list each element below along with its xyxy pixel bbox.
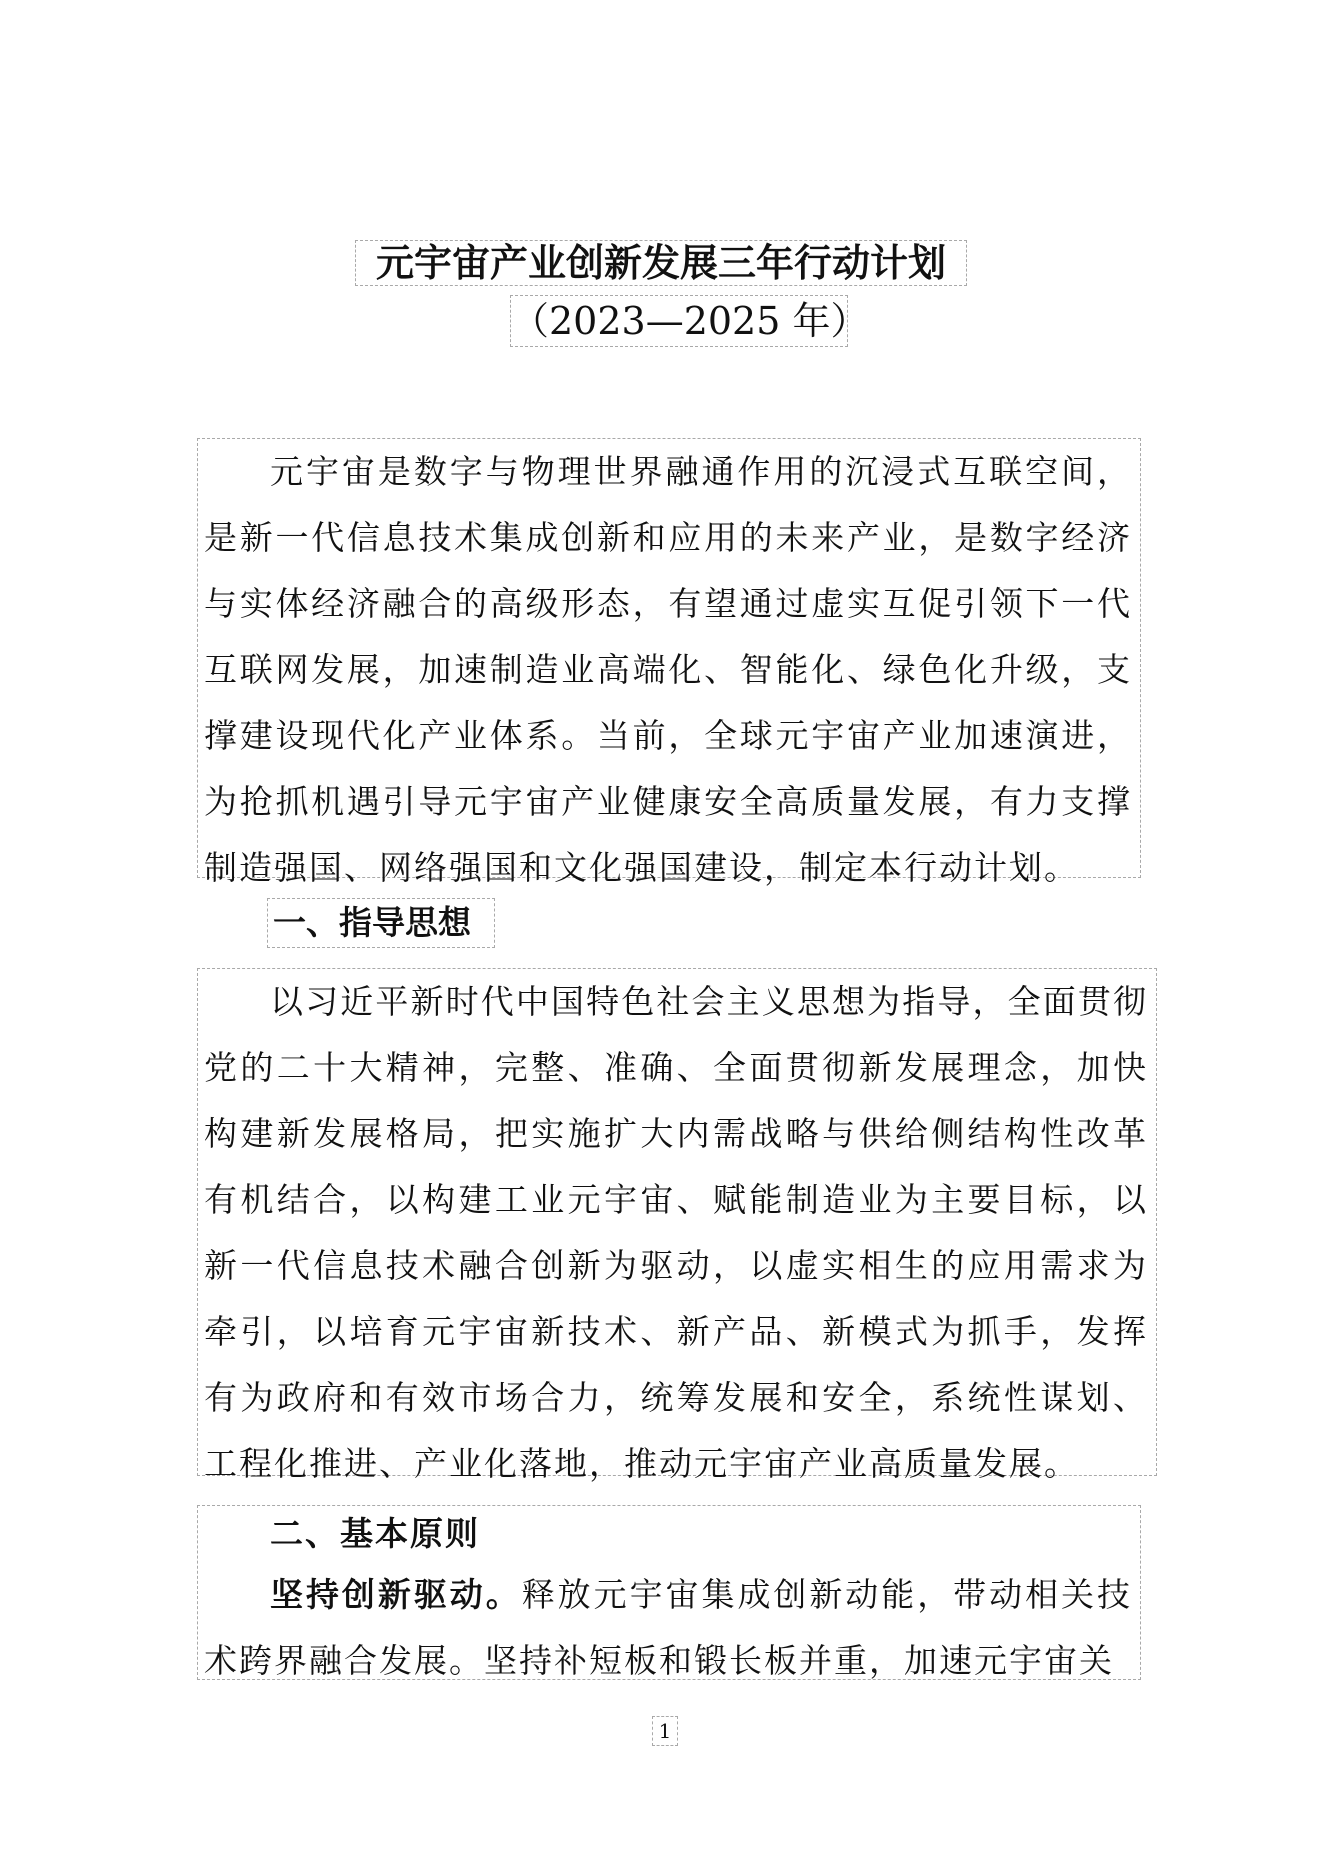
guiding-ideology-paragraph <box>197 968 1157 1483</box>
principle-paragraph <box>204 1562 1132 1694</box>
intro-text: 元宇宙是数字与物理世界融通作用的沉浸式互联空间，是新一代信息技术集成创新和应用的未来产业，是数字经济与实体经济融合的高级形态，有望通过虚实互促引领下一代互联网发展，加速制造业高端化、智能化、绿色化升级，支撑建设现代化产业体系。当前，全球元宇宙产业加速演进，为抢抓机遇引导元宇宙产业健康安全高质量发展，有力支撑制造强国、网络强国和文化强国建设，制定本行动计划。 <box>204 452 1132 887</box>
document-subtitle: （2023—2025 年） <box>510 295 848 347</box>
guiding-ideology-text: 以习近平新时代中国特色社会主义思想为指导，全面贯彻党的二十大精神，完整、准确、全面贯彻新发展理念，加快构建新发展格局，把实施扩大内需战略与供给侧结构性改革有机结合，以构建工业元宇宙、赋能制造业为主要目标，以新一代信息技术融合创新为驱动，以虚实相生的应用需求为牵引，以培育元宇宙新技术、新产品、新模式为抓手，发挥有为政府和有效市场合力，统筹发展和安全，系统性谋划、工程化推进、产业化落地，推动元宇宙产业高质量发展。 <box>204 982 1148 1483</box>
section-heading-basic-principles: 二、基本原则 <box>270 1514 480 1553</box>
principle-text: 释放元宇宙集成创新动能，带动相关技术跨界融合发展。坚持补短板和锻长板并重，加速元宇宙关 <box>204 1575 1133 1680</box>
principle-lead: 坚持创新驱动。 <box>270 1575 522 1614</box>
section-heading-guiding-ideology: 一、指导思想 <box>267 898 495 948</box>
document-title: 元宇宙产业创新发展三年行动计划 <box>355 240 967 286</box>
basic-principles-block <box>197 1505 1141 1680</box>
intro-paragraph <box>197 438 1141 887</box>
page-number: 1 <box>652 1716 678 1746</box>
